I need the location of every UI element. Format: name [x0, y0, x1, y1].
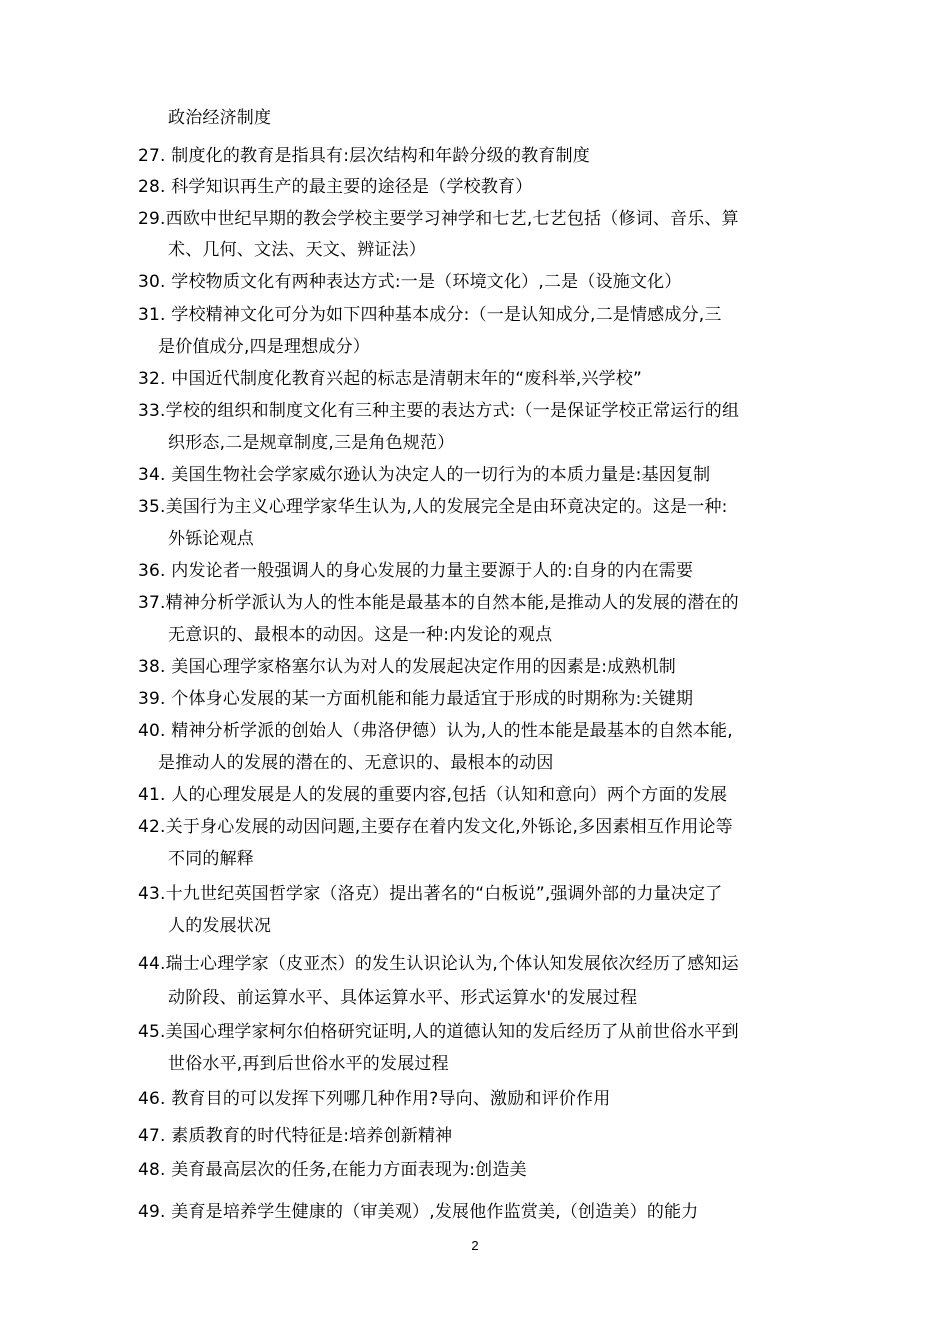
text-line: 42.关于身心发展的动因问题,主要存在着内发文化,外铄论,多因素相互作用论等 — [138, 817, 733, 837]
text-line: 47. 素质教育的时代特征是:培养创新精神 — [138, 1126, 453, 1146]
text-line: 45.美国心理学家柯尔伯格研究证明,人的道德认知的发后经历了从前世俗水平到 — [138, 1022, 739, 1042]
text-line: 46. 教育目的可以发挥下列哪几种作用?导向、激励和评价作用 — [138, 1089, 611, 1109]
text-line: 29.西欧中世纪早期的教会学校主要学习神学和七艺,七艺包括（修词、音乐、算 — [138, 209, 739, 229]
text-line: 织形态,二是规章制度,三是角色规范） — [168, 433, 455, 453]
text-line: 41. 人的心理发展是人的发展的重要内容,包括（认知和意向）两个方面的发展 — [138, 785, 728, 805]
text-line: 动阶段、前运算水平、具体运算水平、形式运算水'的发展过程 — [168, 988, 638, 1008]
text-line: 31. 学校精神文化可分为如下四种基本成分:（一是认知成分,二是情感成分,三 — [138, 305, 722, 325]
text-line: 44.瑞士心理学家（皮亚杰）的发生认识论认为,个体认知发展依次经历了感知运 — [138, 954, 739, 974]
text-line: 32. 中国近代制度化教育兴起的标志是清朝末年的“废科举,兴学校” — [138, 369, 643, 389]
text-line: 37.精神分析学派认为人的性本能是最基本的自然本能,是推动人的发展的潜在的 — [138, 593, 739, 613]
text-line: 27. 制度化的教育是指具有:层次结构和年龄分级的教育制度 — [138, 146, 590, 166]
text-line: 30. 学校物质文化有两种表达方式:一是（环境文化）,二是（设施文化） — [138, 272, 682, 292]
text-line: 49. 美育是培养学生健康的（审美观）,发展他作监赏美,（创造美）的能力 — [138, 1202, 699, 1222]
text-line: 40. 精神分析学派的创始人（弗洛伊德）认为,人的性本能是最基本的自然本能, — [138, 721, 733, 741]
text-line: 是价值成分,四是理想成分） — [158, 337, 371, 357]
text-line: 外铄论观点 — [168, 529, 254, 549]
text-line: 政治经济制度 — [168, 108, 272, 128]
text-line: 人的发展状况 — [168, 916, 272, 936]
text-line: 无意识的、最根本的动因。这是一种:内发论的观点 — [168, 625, 553, 645]
text-line: 不同的解释 — [168, 849, 254, 869]
text-line: 术、几何、文法、天文、辨证法） — [168, 240, 426, 260]
text-line: 43.十九世纪英国哲学家（洛克）提出著名的“白板说”,强调外部的力量决定了 — [138, 884, 723, 904]
text-line: 39. 个体身心发展的某一方面机能和能力最适宜于形成的时期称为:关键期 — [138, 689, 694, 709]
text-line: 世俗水平,再到后世俗水平的发展过程 — [168, 1054, 449, 1074]
page-number: 2 — [471, 1238, 479, 1253]
text-line: 是推动人的发展的潜在的、无意识的、最根本的动因 — [158, 753, 554, 773]
text-line: 48. 美育最高层次的任务,在能力方面表现为:创造美 — [138, 1160, 527, 1180]
text-line: 36. 内发论者一般强调人的身心发展的力量主要源于人的:自身的内在需要 — [138, 561, 694, 581]
text-line: 33.学校的组织和制度文化有三种主要的表达方式:（一是保证学校正常运行的组 — [138, 401, 740, 421]
text-line: 34. 美国生物社会学家威尔逊认为决定人的一切行为的本质力量是:基因复制 — [138, 465, 711, 485]
text-line: 35.美国行为主义心理学家华生认为,人的发展完全是由环竟决定的。这是一种: — [138, 497, 728, 517]
text-line: 38. 美国心理学家格塞尔认为对人的发展起决定作用的因素是:成熟机制 — [138, 657, 676, 677]
text-line: 28. 科学知识再生产的最主要的途径是（学校教育） — [138, 177, 533, 197]
